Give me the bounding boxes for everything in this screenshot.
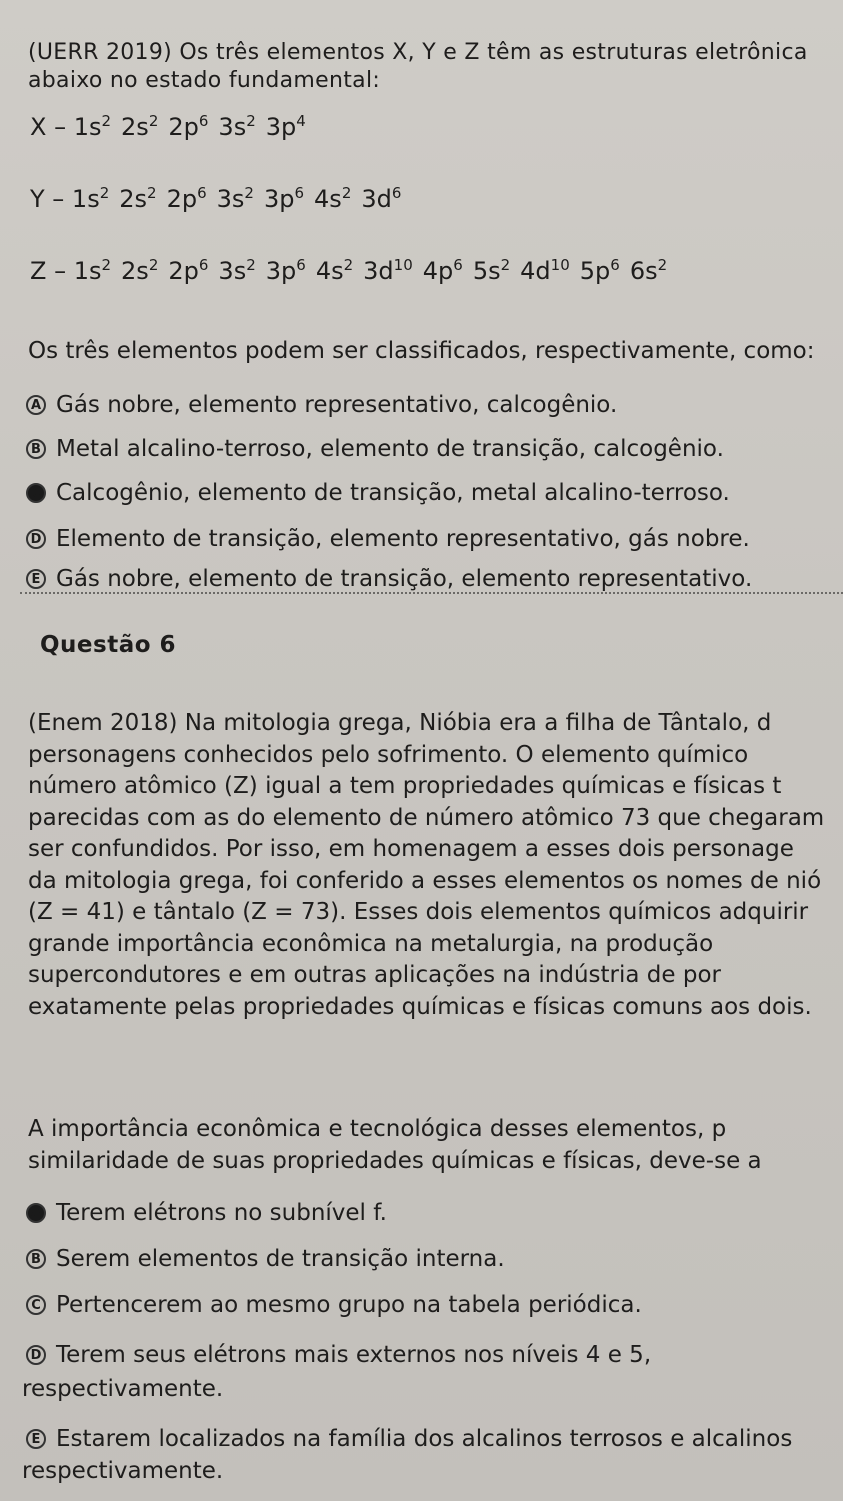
orbital: $2p^6$ bbox=[168, 256, 209, 285]
element-label: X – bbox=[30, 113, 74, 141]
orbital: $4d^{10}$ bbox=[520, 256, 570, 285]
q6-option-d[interactable] bbox=[26, 1342, 651, 1368]
orbital: $2s^2$ bbox=[121, 112, 159, 141]
orbital: $3p^6$ bbox=[265, 256, 306, 285]
orbital: $2p^6$ bbox=[166, 184, 207, 213]
orbital: $3s^2$ bbox=[218, 256, 256, 285]
orbital: $3s^2$ bbox=[218, 112, 256, 141]
q6-option-e[interactable] bbox=[26, 1426, 792, 1452]
q6-option-c-text: Pertencerem ao mesmo grupo na tabela periódica. bbox=[56, 1292, 642, 1318]
q6-para-line: (Z = 41) e tântalo (Z = 73). Esses dois elementos químicos adquirir bbox=[28, 899, 809, 925]
config-z bbox=[30, 256, 677, 285]
orbital: $5p^6$ bbox=[579, 256, 620, 285]
orbital: $6s^2$ bbox=[629, 256, 668, 285]
q6-option-d-circle[interactable]: D bbox=[26, 1345, 46, 1365]
orbital: $2s^2$ bbox=[119, 184, 157, 213]
orbital: $2p^6$ bbox=[168, 112, 209, 141]
config-x bbox=[30, 112, 316, 141]
intro-line-2: abaixo no estado fundamental: bbox=[28, 68, 381, 93]
orbital: $3d^6$ bbox=[361, 184, 402, 213]
q6-stem-line: A importância econômica e tecnológica desses elementos, p bbox=[28, 1116, 727, 1142]
orbital: $2s^2$ bbox=[121, 256, 159, 285]
q6-stem bbox=[28, 1114, 843, 1177]
option-b-text: Metal alcalino-terroso, elemento de transição, calcogênio. bbox=[56, 436, 724, 462]
q6-option-c[interactable] bbox=[26, 1292, 642, 1318]
q6-option-d-continuation: respectivamente. bbox=[22, 1376, 224, 1402]
q6-option-a-circle-marked[interactable]: A bbox=[26, 1203, 46, 1223]
orbital: $3p^6$ bbox=[263, 184, 305, 213]
q6-option-e-circle[interactable]: E bbox=[26, 1429, 46, 1449]
orbital: $1s^2$ bbox=[73, 256, 112, 285]
orbital: $3d^{10}$ bbox=[363, 256, 413, 285]
orbital: $1s^2$ bbox=[73, 112, 112, 141]
q6-para-line: ser confundidos. Por isso, em homenagem a esses dois personage bbox=[28, 836, 794, 862]
q6-option-a-text: Terem elétrons no subnível f. bbox=[56, 1200, 387, 1226]
option-e-text: Gás nobre, elemento de transição, elemento representativo. bbox=[56, 566, 753, 592]
q5-option-b[interactable] bbox=[26, 436, 724, 462]
option-a-circle[interactable]: A bbox=[26, 395, 46, 415]
q6-paragraph bbox=[28, 708, 843, 1023]
q5-option-e[interactable] bbox=[26, 566, 752, 592]
orbital: $1s^2$ bbox=[71, 184, 110, 213]
q6-heading: Questão 6 bbox=[40, 632, 177, 658]
option-c-circle-marked[interactable]: C bbox=[26, 483, 46, 503]
q6-option-c-circle[interactable]: C bbox=[26, 1295, 46, 1315]
q6-option-b[interactable] bbox=[26, 1246, 505, 1272]
option-d-text: Elemento de transição, elemento representativo, gás nobre. bbox=[56, 526, 750, 552]
q6-para-line: da mitologia grega, foi conferido a esses elementos os nomes de nió bbox=[28, 867, 822, 894]
orbital: $3p^4$ bbox=[265, 112, 306, 141]
q6-para-line: (Enem 2018) Na mitologia grega, Nióbia era a filha de Tântalo, d bbox=[28, 710, 772, 736]
option-e-circle[interactable]: E bbox=[26, 569, 46, 589]
q5-option-c[interactable] bbox=[26, 480, 730, 506]
option-d-circle[interactable]: D bbox=[26, 529, 46, 549]
q6-option-e-continuation: respectivamente. bbox=[22, 1458, 224, 1484]
q6-stem-line: similaridade de suas propriedades químicas e físicas, deve-se a bbox=[28, 1147, 762, 1174]
q5-option-a[interactable] bbox=[26, 392, 617, 418]
orbital: $5s^2$ bbox=[472, 256, 511, 285]
q6-para-line: exatamente pelas propriedades químicas e físicas comuns aos dois. bbox=[28, 993, 812, 1020]
orbital: $3s^2$ bbox=[216, 184, 254, 213]
intro-line-1: (UERR 2019) Os três elementos X, Y e Z têm as estruturas eletrônica bbox=[28, 40, 808, 65]
orbital: $4s^2$ bbox=[314, 184, 352, 213]
orbital: $4p^6$ bbox=[422, 256, 463, 285]
orbital: $4s^2$ bbox=[315, 256, 354, 285]
option-c-text: Calcogênio, elemento de transição, metal alcalino-terroso. bbox=[56, 480, 730, 506]
dotted-separator bbox=[20, 592, 843, 594]
element-label: Y – bbox=[30, 185, 72, 213]
q6-para-line: personagens conhecidos pelo sofrimento. O elemento químico bbox=[28, 741, 749, 768]
q6-option-b-circle[interactable]: B bbox=[26, 1249, 46, 1269]
option-a-text: Gás nobre, elemento representativo, calcogênio. bbox=[56, 392, 618, 418]
q6-para-line: grande importância econômica na metalurgia, na produção bbox=[28, 930, 714, 957]
q5-option-d[interactable] bbox=[26, 526, 750, 552]
q6-option-e-text: Estarem localizados na família dos alcalinos terrosos e alcalinos bbox=[56, 1426, 793, 1452]
element-label: Z – bbox=[30, 257, 74, 285]
q6-para-line: número atômico (Z) igual a tem propriedades químicas e físicas t bbox=[28, 773, 782, 799]
option-b-circle[interactable]: B bbox=[26, 439, 46, 459]
q6-option-a[interactable] bbox=[26, 1200, 387, 1226]
q5-prompt: Os três elementos podem ser classificados, respectivamente, como: bbox=[28, 338, 815, 364]
config-y bbox=[30, 184, 411, 213]
q6-para-line: parecidas com as do elemento de número atômico 73 que chegaram bbox=[28, 804, 825, 831]
q6-option-d-text: Terem seus elétrons mais externos nos níveis 4 e 5, bbox=[56, 1342, 652, 1368]
q6-option-b-text: Serem elementos de transição interna. bbox=[56, 1246, 505, 1272]
q6-para-line: supercondutores e em outras aplicações na indústria de por bbox=[28, 962, 721, 988]
